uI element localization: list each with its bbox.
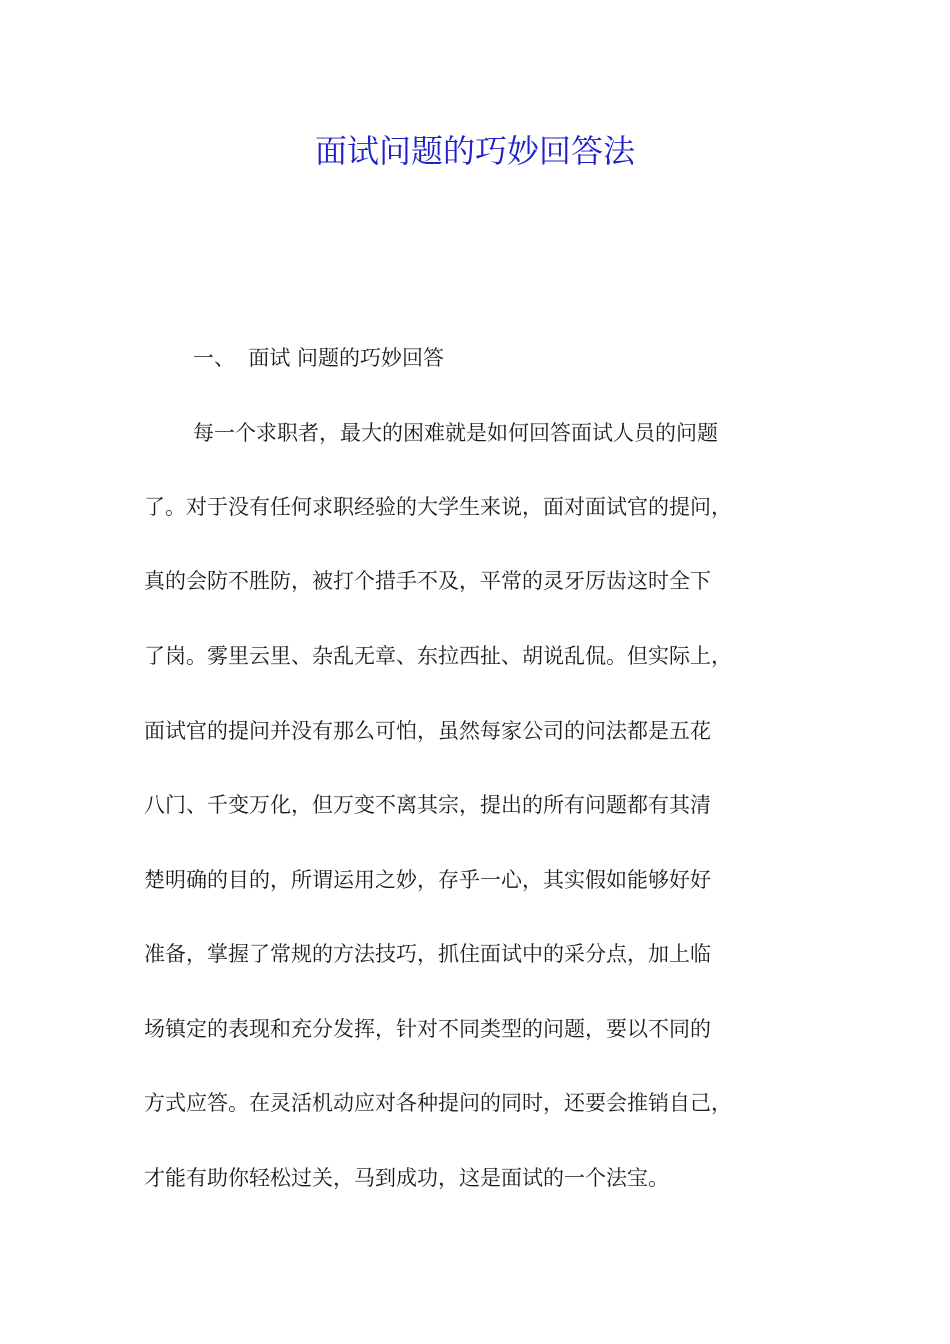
section-heading: 一、 面试 问题的巧妙回答 xyxy=(193,346,445,370)
paragraph-line: 真的会防不胜防，被打个措手不及，平常的灵牙厉齿这时全下 xyxy=(144,569,711,593)
paragraph-line: 才能有助你轻松过关，马到成功，这是面试的一个法宝。 xyxy=(144,1166,669,1190)
paragraph-line: 准备，掌握了常规的方法技巧，抓住面试中的采分点，加上临 xyxy=(144,942,711,966)
paragraph-line: 面试官的提问并没有那么可怕，虽然每家公司的问法都是五花 xyxy=(144,719,711,743)
document-title: 面试问题的巧妙回答法 xyxy=(314,132,635,170)
paragraph-line: 了。对于没有任何求职经验的大学生来说，面对面试官的提问， xyxy=(144,495,732,519)
paragraph-line: 八门、千变万化，但万变不离其宗，提出的所有问题都有其清 xyxy=(144,793,711,817)
paragraph-line: 每一个求职者，最大的困难就是如何回答面试人员的问题 xyxy=(193,421,718,445)
paragraph-line: 场镇定的表现和充分发挥，针对不同类型的问题，要以不同的 xyxy=(144,1017,711,1041)
paragraph-line: 了岗。雾里云里、杂乱无章、东拉西扯、胡说乱侃。但实际上， xyxy=(144,644,732,668)
paragraph-line: 楚明确的目的，所谓运用之妙，存乎一心，其实假如能够好好 xyxy=(144,868,711,892)
paragraph-line: 方式应答。在灵活机动应对各种提问的同时，还要会推销自己， xyxy=(144,1091,732,1115)
